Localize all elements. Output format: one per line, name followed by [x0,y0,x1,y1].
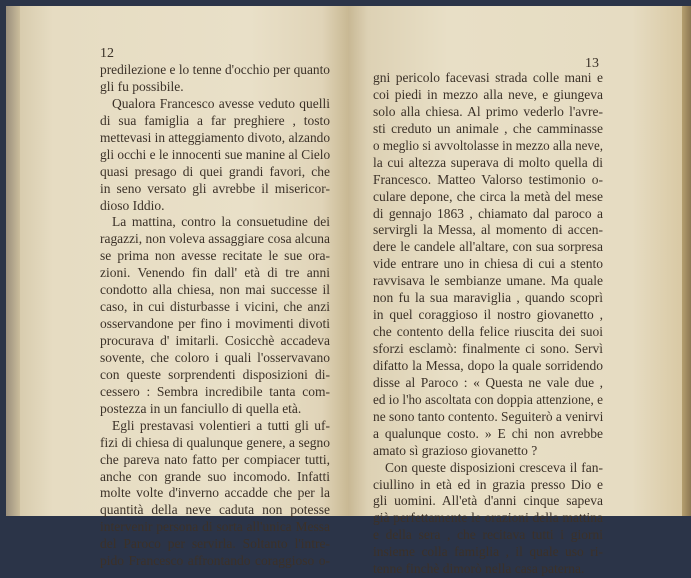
book-edge-right [682,6,691,516]
text-line: già perfettamente le orazioni della mattina [373,510,603,526]
text-line: ed io l'ho ascoltata con doppia attenzione, e [373,391,603,407]
text-line: intervenir persona di sorta all'unica Messa [100,519,330,535]
text-line: gli occhi e le innocenti sue manine al Cielo [100,146,331,162]
text-line: ne sono tanto contento. Seguiterò a venirvi [373,408,604,424]
text-line: in quel coraggioso il nostro giovanetto , [373,307,603,323]
text-line: in seno versato gli avrebbe il misericor- [100,180,330,196]
text-line: Qualora Francesco avesse veduto quelli [112,95,330,111]
text-line: procurava d' imitarli. Cosicchè accadeva [100,333,330,348]
text-line: del Paroco per servirla. Soltanto l'intre- [100,536,330,552]
text-line: pido Francesco affrontando coraggioso o- [100,553,330,569]
right-page [348,6,682,577]
text-line: Con queste disposizioni cresceva il fan- [385,459,603,475]
text-line: insieme colla famiglia , il quale uso ri- [373,544,603,560]
text-line: zioni. Venendo fin dall' età di tre anni [100,265,330,281]
text-line: quantità della neve caduta non potesse [100,502,330,518]
text-line: Francesco. Matteo Valorso testimonio o- [373,171,603,187]
text-line: gli fu possibile. [100,78,184,94]
book-edge-left [6,6,20,516]
text-line: osservandone per fino i movimenti divoti [100,316,330,332]
text-line: a qualunque costo. » E chi non avrebbe [373,425,603,441]
left-page-text [100,62,330,570]
text-line: dere le candele all'altare, con sua sorpresa [373,239,603,255]
text-line: tenne finchè dimorò nella casa paterna. [373,561,585,577]
text-line: disse al Paroco : « Questa ne vale due , [373,374,603,390]
text-line: amato sì grazioso giovanetto ? [373,442,538,458]
text-line: postezza in un fanciullo di quella età. [100,400,302,416]
text-line: che contento della felice riuscita dei suoi [373,324,603,340]
text-line: difatto la Messa, dopo la quale sorridendo [373,357,603,373]
text-line: cessero : Sembra incredibile tanta com- [100,383,330,399]
text-line: dioso Iddio. [100,197,165,213]
text-line: la cui altezza superava di molto quella di [373,154,603,170]
text-line: sforzi esclamò: finalmente ci sono. Servì [373,341,603,356]
book-spread [6,6,691,577]
text-line: quasi presago di quei grandi favori, che [100,163,330,179]
text-line: e della sera , che recitava tutti i giorni [373,527,603,543]
text-line: servirgli la Messa, al momento di accen- [373,222,603,238]
text-line: che pareva nato fatto per compiacer tutti, [100,451,330,467]
text-line: molte volte d'inverno accadde che per la [100,485,330,501]
left-page [20,6,348,569]
text-line: mettevasi in atteggiamento divoto, alzando [100,129,331,145]
text-line: La mattina, contro la consuetudine dei [112,214,330,230]
right-page-text [373,70,603,578]
text-line: caso, in cui disturbasse i vicini, che anzi [100,299,330,315]
text-line: di gennajo 1863 , chiamato dal paroco a [373,205,603,221]
text-line: gni pericolo facevasi strada colle mani e [373,70,603,85]
text-line: ragazzi, non voleva assaggiare cosa alcuna [100,231,330,247]
page-number-right: 13 [585,56,599,71]
text-line: culare depone, che circa la metà del mese [373,188,603,204]
page-number-left: 12 [100,46,114,61]
text-line: non fu la sua maraviglia , quando scoprì [373,290,603,306]
text-line: con queste sorprendenti disposizioni di- [100,366,330,382]
text-line: sti creduto un animale , che camminasse [373,120,603,136]
text-line: gli uomini. All'età d'anni cinque sapeva [373,493,603,509]
text-line: ciullino in età ed in grazia presso Dio e [373,476,603,492]
text-line: sovente, che coloro i quali l'osservavano [100,349,330,365]
text-line: solo alla chiesa. Al primo vederlo l'avre- [373,103,603,119]
text-line: fizi di chiesa di qualunque genere, a segno [100,434,330,450]
text-line: di sua famiglia a far preghiere , tosto [100,112,330,128]
text-line: se prima non avesse recitate le sue ora- [100,248,330,264]
text-line: o meglio si avvoltolasse in mezzo alla neve, [373,137,603,153]
text-line: condotto alla chiesa, non mai successe il [100,282,330,298]
text-line: vide entrare uno in chiesa di cui a stento [373,256,603,272]
text-line: anche con grande suo incomodo. Infatti [100,468,330,484]
text-line: predilezione e lo tenne d'occhio per quanto [100,62,330,77]
text-line: ravvisava le sembianze umane. Ma quale [373,273,603,289]
text-line: Egli prestavasi volentieri a tutti gli uf- [112,417,330,433]
text-line: coi piedi in mezzo alla neve, e giungeva [373,86,603,102]
